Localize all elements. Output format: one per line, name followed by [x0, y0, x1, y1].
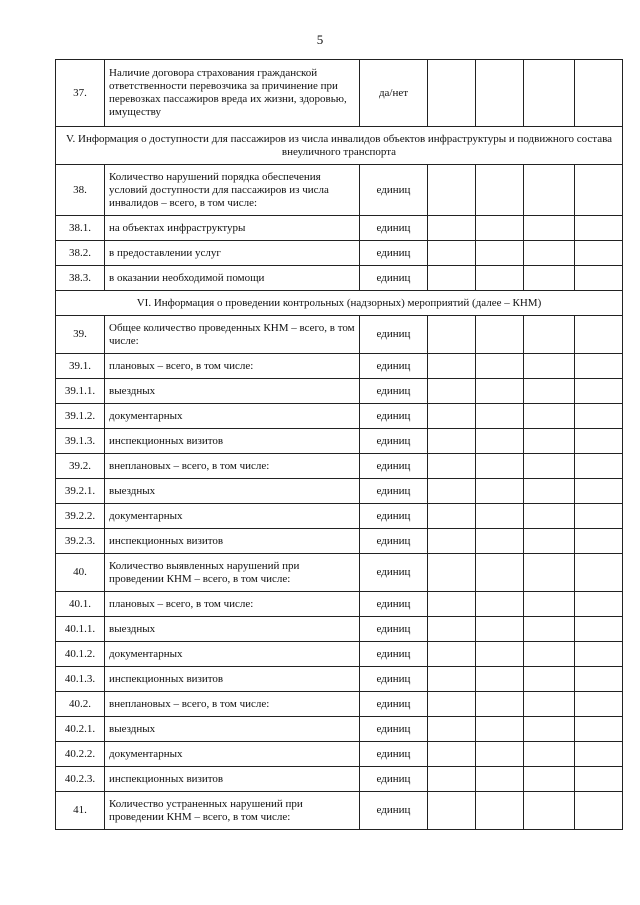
- table-row: [56, 529, 623, 554]
- value-cell: [524, 316, 575, 354]
- row-unit: единиц: [360, 404, 428, 429]
- value-cell: [524, 692, 575, 717]
- value-cell: [476, 717, 524, 742]
- value-cell: [428, 554, 476, 592]
- row-number: 39.2.2.: [56, 504, 105, 529]
- value-cell: [428, 642, 476, 667]
- row-unit: единиц: [360, 479, 428, 504]
- value-cell: [476, 592, 524, 617]
- table-row: [56, 592, 623, 617]
- table-row: [56, 60, 623, 127]
- row-unit: да/нет: [360, 60, 428, 127]
- row-number: 38.3.: [56, 266, 105, 291]
- value-cell: [428, 429, 476, 454]
- value-cell: [476, 642, 524, 667]
- value-cell: [575, 241, 623, 266]
- row-unit: единиц: [360, 165, 428, 216]
- value-cell: [524, 554, 575, 592]
- row-unit: единиц: [360, 454, 428, 479]
- row-description: плановых – всего, в том числе:: [105, 354, 360, 379]
- section-header: [56, 291, 623, 316]
- row-number: 39.1.2.: [56, 404, 105, 429]
- value-cell: [476, 692, 524, 717]
- row-description: в оказании необходимой помощи: [105, 266, 360, 291]
- value-cell: [575, 504, 623, 529]
- table-row: [56, 241, 623, 266]
- value-cell: [428, 692, 476, 717]
- value-cell: [524, 354, 575, 379]
- value-cell: [524, 165, 575, 216]
- row-description: инспекционных визитов: [105, 429, 360, 454]
- table-row: [56, 792, 623, 830]
- table-row: [56, 316, 623, 354]
- row-unit: единиц: [360, 692, 428, 717]
- value-cell: [524, 717, 575, 742]
- row-unit: единиц: [360, 241, 428, 266]
- table-row: [56, 617, 623, 642]
- value-cell: [428, 165, 476, 216]
- row-unit: единиц: [360, 642, 428, 667]
- value-cell: [575, 692, 623, 717]
- row-description: Количество выявленных нарушений при проведении КНМ – всего, в том числе:: [105, 554, 360, 592]
- row-description: выездных: [105, 617, 360, 642]
- table-row: [56, 454, 623, 479]
- row-description: документарных: [105, 742, 360, 767]
- value-cell: [575, 742, 623, 767]
- value-cell: [476, 216, 524, 241]
- value-cell: [575, 717, 623, 742]
- row-number: 40.2.2.: [56, 742, 105, 767]
- value-cell: [428, 379, 476, 404]
- value-cell: [524, 617, 575, 642]
- row-unit: единиц: [360, 592, 428, 617]
- row-number: 40.2.: [56, 692, 105, 717]
- table-row: [56, 404, 623, 429]
- value-cell: [575, 767, 623, 792]
- row-unit: единиц: [360, 504, 428, 529]
- row-unit: единиц: [360, 266, 428, 291]
- row-unit: единиц: [360, 717, 428, 742]
- value-cell: [575, 266, 623, 291]
- value-cell: [428, 354, 476, 379]
- row-description: выездных: [105, 479, 360, 504]
- row-unit: единиц: [360, 316, 428, 354]
- value-cell: [575, 165, 623, 216]
- table-row: [56, 742, 623, 767]
- row-unit: единиц: [360, 429, 428, 454]
- table-row: [56, 554, 623, 592]
- value-cell: [428, 241, 476, 266]
- value-cell: [476, 504, 524, 529]
- value-cell: [428, 316, 476, 354]
- value-cell: [575, 792, 623, 830]
- row-number: 39.2.1.: [56, 479, 105, 504]
- row-number: 38.2.: [56, 241, 105, 266]
- row-description: Количество нарушений порядка обеспечения условий доступности для пассажиров из числа инвалидов – всего, в том числе:: [105, 165, 360, 216]
- row-number: 39.1.3.: [56, 429, 105, 454]
- value-cell: [476, 354, 524, 379]
- row-number: 38.: [56, 165, 105, 216]
- table-row: [56, 354, 623, 379]
- value-cell: [575, 642, 623, 667]
- value-cell: [476, 165, 524, 216]
- value-cell: [476, 479, 524, 504]
- row-number: 40.2.1.: [56, 717, 105, 742]
- row-description: инспекционных визитов: [105, 667, 360, 692]
- value-cell: [524, 241, 575, 266]
- report-table: [55, 59, 623, 830]
- row-unit: единиц: [360, 792, 428, 830]
- row-description: Наличие договора страхования гражданской ответственности перевозчика за причинение при перевозках пассажиров вреда их жизни, здоровью, имуществу: [105, 60, 360, 127]
- table-row: [56, 165, 623, 216]
- value-cell: [575, 479, 623, 504]
- value-cell: [524, 479, 575, 504]
- value-cell: [476, 667, 524, 692]
- value-cell: [524, 667, 575, 692]
- row-description: инспекционных визитов: [105, 767, 360, 792]
- value-cell: [575, 617, 623, 642]
- row-description: документарных: [105, 642, 360, 667]
- table-row: [56, 642, 623, 667]
- value-cell: [524, 792, 575, 830]
- row-number: 38.1.: [56, 216, 105, 241]
- value-cell: [428, 266, 476, 291]
- value-cell: [476, 742, 524, 767]
- value-cell: [428, 742, 476, 767]
- value-cell: [575, 554, 623, 592]
- row-unit: единиц: [360, 742, 428, 767]
- value-cell: [524, 767, 575, 792]
- value-cell: [575, 454, 623, 479]
- value-cell: [575, 379, 623, 404]
- value-cell: [428, 592, 476, 617]
- value-cell: [524, 642, 575, 667]
- row-number: 40.1.1.: [56, 617, 105, 642]
- section-header: [56, 127, 623, 165]
- value-cell: [428, 454, 476, 479]
- value-cell: [476, 60, 524, 127]
- value-cell: [524, 504, 575, 529]
- value-cell: [524, 379, 575, 404]
- table-row: [56, 479, 623, 504]
- value-cell: [575, 592, 623, 617]
- row-number: 39.2.3.: [56, 529, 105, 554]
- value-cell: [524, 529, 575, 554]
- value-cell: [476, 429, 524, 454]
- value-cell: [476, 617, 524, 642]
- value-cell: [575, 354, 623, 379]
- table-row: [56, 216, 623, 241]
- value-cell: [524, 592, 575, 617]
- value-cell: [476, 792, 524, 830]
- value-cell: [476, 266, 524, 291]
- value-cell: [575, 429, 623, 454]
- row-unit: единиц: [360, 667, 428, 692]
- value-cell: [524, 429, 575, 454]
- row-number: 40.1.: [56, 592, 105, 617]
- value-cell: [428, 504, 476, 529]
- row-unit: единиц: [360, 529, 428, 554]
- row-number: 39.: [56, 316, 105, 354]
- value-cell: [428, 792, 476, 830]
- table-row: [56, 667, 623, 692]
- row-description: документарных: [105, 504, 360, 529]
- row-unit: единиц: [360, 216, 428, 241]
- table-row: [56, 767, 623, 792]
- value-cell: [575, 404, 623, 429]
- table-row: [56, 379, 623, 404]
- value-cell: [524, 60, 575, 127]
- value-cell: [476, 404, 524, 429]
- table-row: [56, 717, 623, 742]
- row-description: внеплановых – всего, в том числе:: [105, 692, 360, 717]
- section-title: V. Информация о доступности для пассажиров из числа инвалидов объектов инфраструктуры и подвижного состава внеуличного транспорта: [56, 127, 623, 165]
- value-cell: [575, 60, 623, 127]
- row-description: выездных: [105, 717, 360, 742]
- value-cell: [428, 617, 476, 642]
- row-unit: единиц: [360, 354, 428, 379]
- value-cell: [575, 667, 623, 692]
- row-number: 37.: [56, 60, 105, 127]
- row-number: 39.1.1.: [56, 379, 105, 404]
- value-cell: [428, 529, 476, 554]
- value-cell: [476, 454, 524, 479]
- table-row: [56, 692, 623, 717]
- row-unit: единиц: [360, 767, 428, 792]
- value-cell: [428, 479, 476, 504]
- value-cell: [524, 216, 575, 241]
- row-description: плановых – всего, в том числе:: [105, 592, 360, 617]
- value-cell: [428, 60, 476, 127]
- value-cell: [428, 767, 476, 792]
- value-cell: [524, 266, 575, 291]
- row-number: 39.2.: [56, 454, 105, 479]
- value-cell: [575, 216, 623, 241]
- row-unit: единиц: [360, 379, 428, 404]
- row-description: внеплановых – всего, в том числе:: [105, 454, 360, 479]
- row-number: 40.1.3.: [56, 667, 105, 692]
- value-cell: [524, 404, 575, 429]
- value-cell: [524, 454, 575, 479]
- value-cell: [476, 241, 524, 266]
- row-description: Общее количество проведенных КНМ – всего, в том числе:: [105, 316, 360, 354]
- value-cell: [476, 316, 524, 354]
- page-number: 5: [316, 32, 324, 47]
- row-unit: единиц: [360, 617, 428, 642]
- value-cell: [575, 316, 623, 354]
- table-row: [56, 266, 623, 291]
- row-description: документарных: [105, 404, 360, 429]
- row-description: в предоставлении услуг: [105, 241, 360, 266]
- row-description: выездных: [105, 379, 360, 404]
- row-number: 40.1.2.: [56, 642, 105, 667]
- row-number: 40.2.3.: [56, 767, 105, 792]
- value-cell: [476, 554, 524, 592]
- value-cell: [428, 717, 476, 742]
- value-cell: [428, 216, 476, 241]
- row-description: Количество устраненных нарушений при проведении КНМ – всего, в том числе:: [105, 792, 360, 830]
- value-cell: [524, 742, 575, 767]
- table-row: [56, 429, 623, 454]
- table-row: [56, 504, 623, 529]
- section-title: VI. Информация о проведении контрольных (надзорных) мероприятий (далее – КНМ): [56, 291, 623, 316]
- row-number: 40.: [56, 554, 105, 592]
- row-number: 41.: [56, 792, 105, 830]
- row-number: 39.1.: [56, 354, 105, 379]
- row-unit: единиц: [360, 554, 428, 592]
- row-description: инспекционных визитов: [105, 529, 360, 554]
- value-cell: [428, 404, 476, 429]
- row-description: на объектах инфраструктуры: [105, 216, 360, 241]
- value-cell: [476, 767, 524, 792]
- value-cell: [476, 529, 524, 554]
- value-cell: [476, 379, 524, 404]
- value-cell: [428, 667, 476, 692]
- value-cell: [575, 529, 623, 554]
